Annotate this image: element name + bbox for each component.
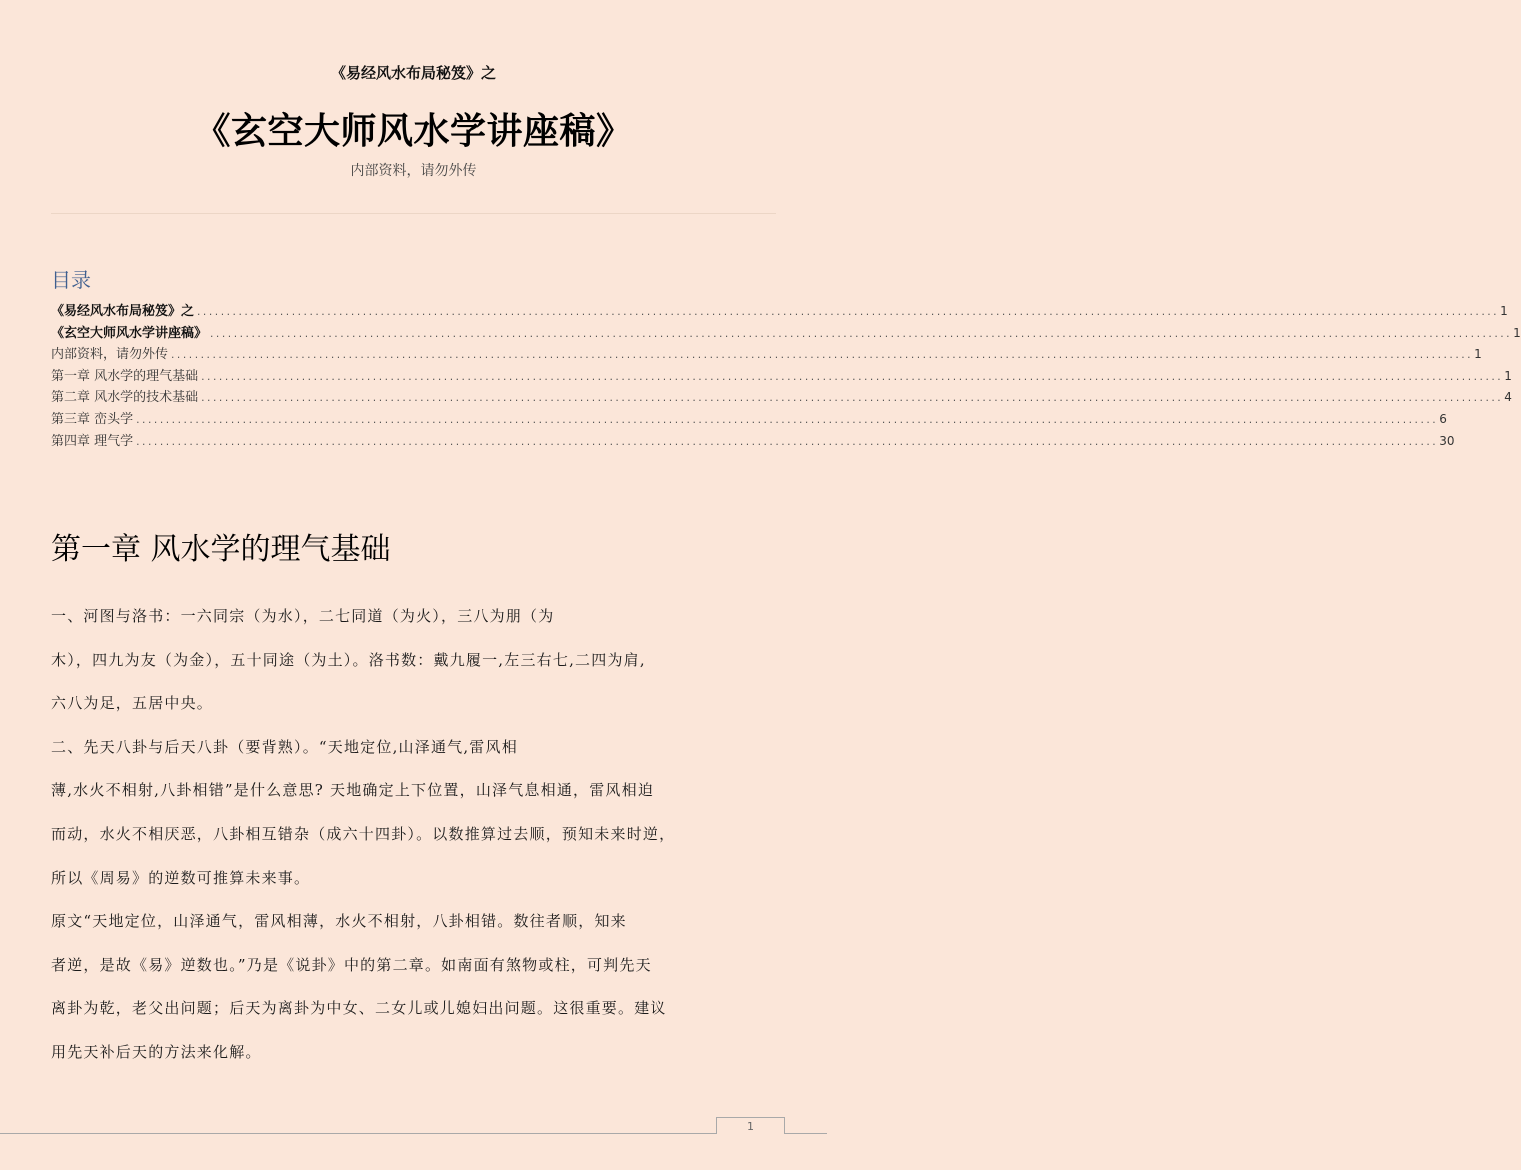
- body-text-line: 薄,水火不相射,八卦相错”是什么意思? 天地确定上下位置，山泽气息相通，雷风相迫: [51, 781, 655, 800]
- toc-entry-page: 1: [1504, 368, 1512, 383]
- toc-entry-label: 第二章 风水学的技术基础: [51, 390, 199, 406]
- header-divider: [51, 213, 776, 214]
- toc-leader-dots: ............................................................................................................................................................................................................................: [200, 372, 1503, 383]
- toc-entry[interactable]: [51, 322, 1521, 344]
- body-text-line: 者逆，是故《易》逆数也。”乃是《说卦》中的第二章。如南面有煞物或柱，可判先天: [51, 955, 652, 974]
- toc-entry-label: 第四章 理气学: [51, 433, 134, 449]
- toc-leader-dots: ............................................................................................................................................................................................................................: [135, 415, 1438, 426]
- body-text-line: 所以《周易》的逆数可推算未来事。: [51, 868, 311, 887]
- toc-entry-label: 《玄空大师风水学讲座稿》: [51, 325, 208, 341]
- table-of-contents: [51, 300, 1521, 451]
- page-number: 1: [716, 1117, 785, 1134]
- toc-entry-page: 1: [1474, 347, 1482, 362]
- document-subtitle: 内部资料，请勿外传: [350, 163, 477, 179]
- toc-entry[interactable]: [51, 408, 1447, 430]
- document-supertitle: 《易经风水布局秘笈》之: [330, 64, 496, 82]
- body-text-line: 一、河图与洛书：一六同宗（为水），二七同道（为火），三八为朋（为: [51, 607, 555, 625]
- body-text-line: 二、先天八卦与后天八卦（要背熟）。“天地定位,山泽通气,雷风相: [51, 737, 518, 756]
- body-text-line: 而动，水火不相厌恶，八卦相互错杂（成六十四卦）。以数推算过去顺，预知未来时逆，: [51, 824, 676, 843]
- toc-entry-page: 6: [1439, 411, 1447, 426]
- body-text-line: 木），四九为友（为金），五十同途（为土）。洛书数：戴九履一,左三右七,二四为肩,: [51, 650, 646, 669]
- body-text-line: 用先天补后天的方法来化解。: [51, 1042, 262, 1061]
- toc-leader-dots: ............................................................................................................................................................................................................................: [209, 329, 1512, 340]
- toc-entry-page: 1: [1500, 304, 1508, 318]
- toc-leader-dots: ............................................................................................................................................................................................................................: [135, 437, 1438, 448]
- footer-divider: [0, 1133, 827, 1134]
- toc-entry-label: 第三章 峦头学: [51, 411, 134, 427]
- toc-entry[interactable]: [51, 365, 1512, 387]
- toc-leader-dots: ............................................................................................................................................................................................................................: [200, 394, 1503, 405]
- toc-heading: 目录: [51, 268, 91, 292]
- toc-entry[interactable]: [51, 300, 1508, 322]
- toc-entry-page: 1: [1513, 325, 1521, 340]
- body-text-line: 离卦为乾，老父出问题；后天为离卦为中女、二女儿或儿媳妇出问题。这很重要。建议: [51, 999, 667, 1018]
- toc-leader-dots: ............................................................................................................................................................................................................................: [170, 351, 1473, 362]
- document-title: 《玄空大师风水学讲座稿》: [194, 111, 633, 152]
- toc-entry[interactable]: [51, 386, 1512, 408]
- toc-entry[interactable]: [51, 343, 1482, 365]
- body-text-line: 原文“天地定位，山泽通气，雷风相薄，水火不相射，八卦相错。数往者顺，知来: [51, 912, 627, 931]
- toc-entry-label: 内部资料，请勿外传: [51, 347, 169, 363]
- toc-entry[interactable]: [51, 430, 1455, 452]
- toc-entry-label: 第一章 风水学的理气基础: [51, 368, 199, 384]
- toc-entry-label: 《易经风水布局秘笈》之: [51, 304, 195, 319]
- body-text-line: 六八为足，五居中央。: [51, 694, 214, 713]
- toc-entry-page: 30: [1439, 433, 1455, 448]
- toc-leader-dots: ............................................................................................................................................................................................................................: [196, 308, 1499, 318]
- chapter-heading: 第一章 风水学的理气基础: [51, 532, 391, 567]
- chapter-body: [51, 596, 711, 1076]
- toc-entry-page: 4: [1504, 390, 1512, 405]
